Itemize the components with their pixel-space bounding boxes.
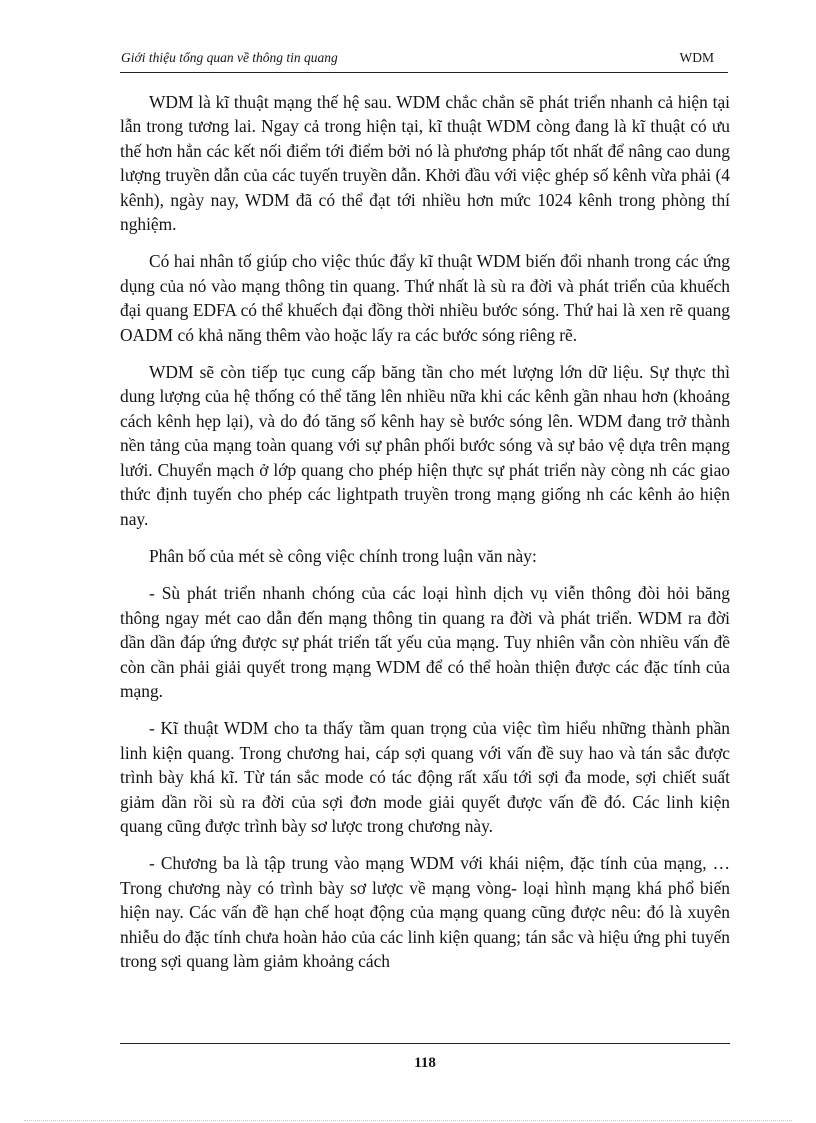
page-bottom-edge (24, 1120, 792, 1121)
paragraph: Phân bố của mét sè công việc chính trong luận văn này: (149, 545, 537, 566)
body-text (120, 90, 730, 986)
paragraph: - Sù phát triển nhanh chóng của các loại hình dịch vụ viễn thông đòi hỏi băng thông ngay mét cao dẫn đến mạng thông tin quang ra đời và phát triển. WDM ra đời dần dần đáp ứng được sự phát triển tất yếu của mạng. Tuy nhiên vẫn còn nhiều vấn đề còn cần phải giải quyết trong mạng WDM để có thể hoàn thiện được các đặc tính của mạng. (120, 583, 730, 701)
paragraph: - Kĩ thuật WDM cho ta thấy tầm quan trọng của việc tìm hiểu những thành phần linh kiện quang. Trong chương hai, cáp sợi quang với vấn đề suy hao và tán sắc được trình bày khá kĩ. Từ tán sắc mode có tác động rất xấu tới sợi đa mode, sợi chiết suất giảm dần rồi sù ra đời của sợi đơn mode giải quyết được vấn đề đó. Các linh kiện quang cũng được trình bày sơ lược trong chương này. (120, 718, 730, 836)
header-chapter-title: Giới thiệu tổng quan về thông tin quang (121, 50, 338, 65)
paragraph: Có hai nhân tố giúp cho việc thúc đẩy kĩ thuật WDM biến đổi nhanh trong các ứng dụng của nó vào mạng thông tin quang. Thứ nhất là sù ra đời và phát triển của khuếch đại quang EDFA có thể khuếch đại đồng thời nhiều bước sóng. Thứ hai là xen rẽ quang OADM có khả năng thêm vào hoặc lấy ra các bước sóng riêng rẽ. (120, 251, 730, 345)
running-header (120, 46, 728, 73)
header-section-label: WDM (679, 50, 714, 65)
paragraph: - Chương ba là tập trung vào mạng WDM với khái niệm, đặc tính của mạng, … Trong chương này có trình bày sơ lược về mạng vòng- loại hình mạng khá phổ biến hiện nay. Các vấn đề hạn chế hoạt động của mạng quang cũng được nêu: đó là xuyên nhiễu do đặc tính chưa hoàn hảo của các linh kiện quang; tán sắc và hiệu ứng phi tuyến trong sợi quang làm giảm khoảng cách (120, 853, 730, 971)
footer-divider (120, 1043, 730, 1044)
page-number: 118 (414, 1055, 436, 1071)
paragraph: WDM là kĩ thuật mạng thế hệ sau. WDM chắc chắn sẽ phát triển nhanh cả hiện tại lẫn trong tương lai. Ngay cả trong hiện tại, kĩ thuật WDM còng đang là kĩ thuật có ưu thế hơn hẳn các kết nối điểm tới điểm bởi nó là phương pháp tốt nhất để nâng cao dung lượng truyền dẫn của các tuyến truyền dẫn. Khởi đầu với việc ghép số kênh vừa phải (4 kênh), ngày nay, WDM đã có thể đạt tới nhiều hơn mức 1024 kênh trong phòng thí nghiệm. (120, 92, 730, 235)
paragraph: WDM sẽ còn tiếp tục cung cấp băng tần cho mét lượng lớn dữ liệu. Sự thực thì dung lượng của hệ thống có thể tăng lên nhiều nữa khi các kênh gần nhau hơn (khoảng cách kênh hẹp lại), và do đó tăng số kênh hay sè bước sóng lên. WDM đang trở thành nền tảng của mạng toàn quang với sự phân phối bước sóng và sự bảo vệ dựa trên mạng lưới. Chuyển mạch ở lớp quang cho phép hiện thực sự phát triển này còng nh các giao thức định tuyến cho phép các lightpath truyền trong mạng giống nh các kênh ảo hiện nay. (120, 362, 730, 529)
